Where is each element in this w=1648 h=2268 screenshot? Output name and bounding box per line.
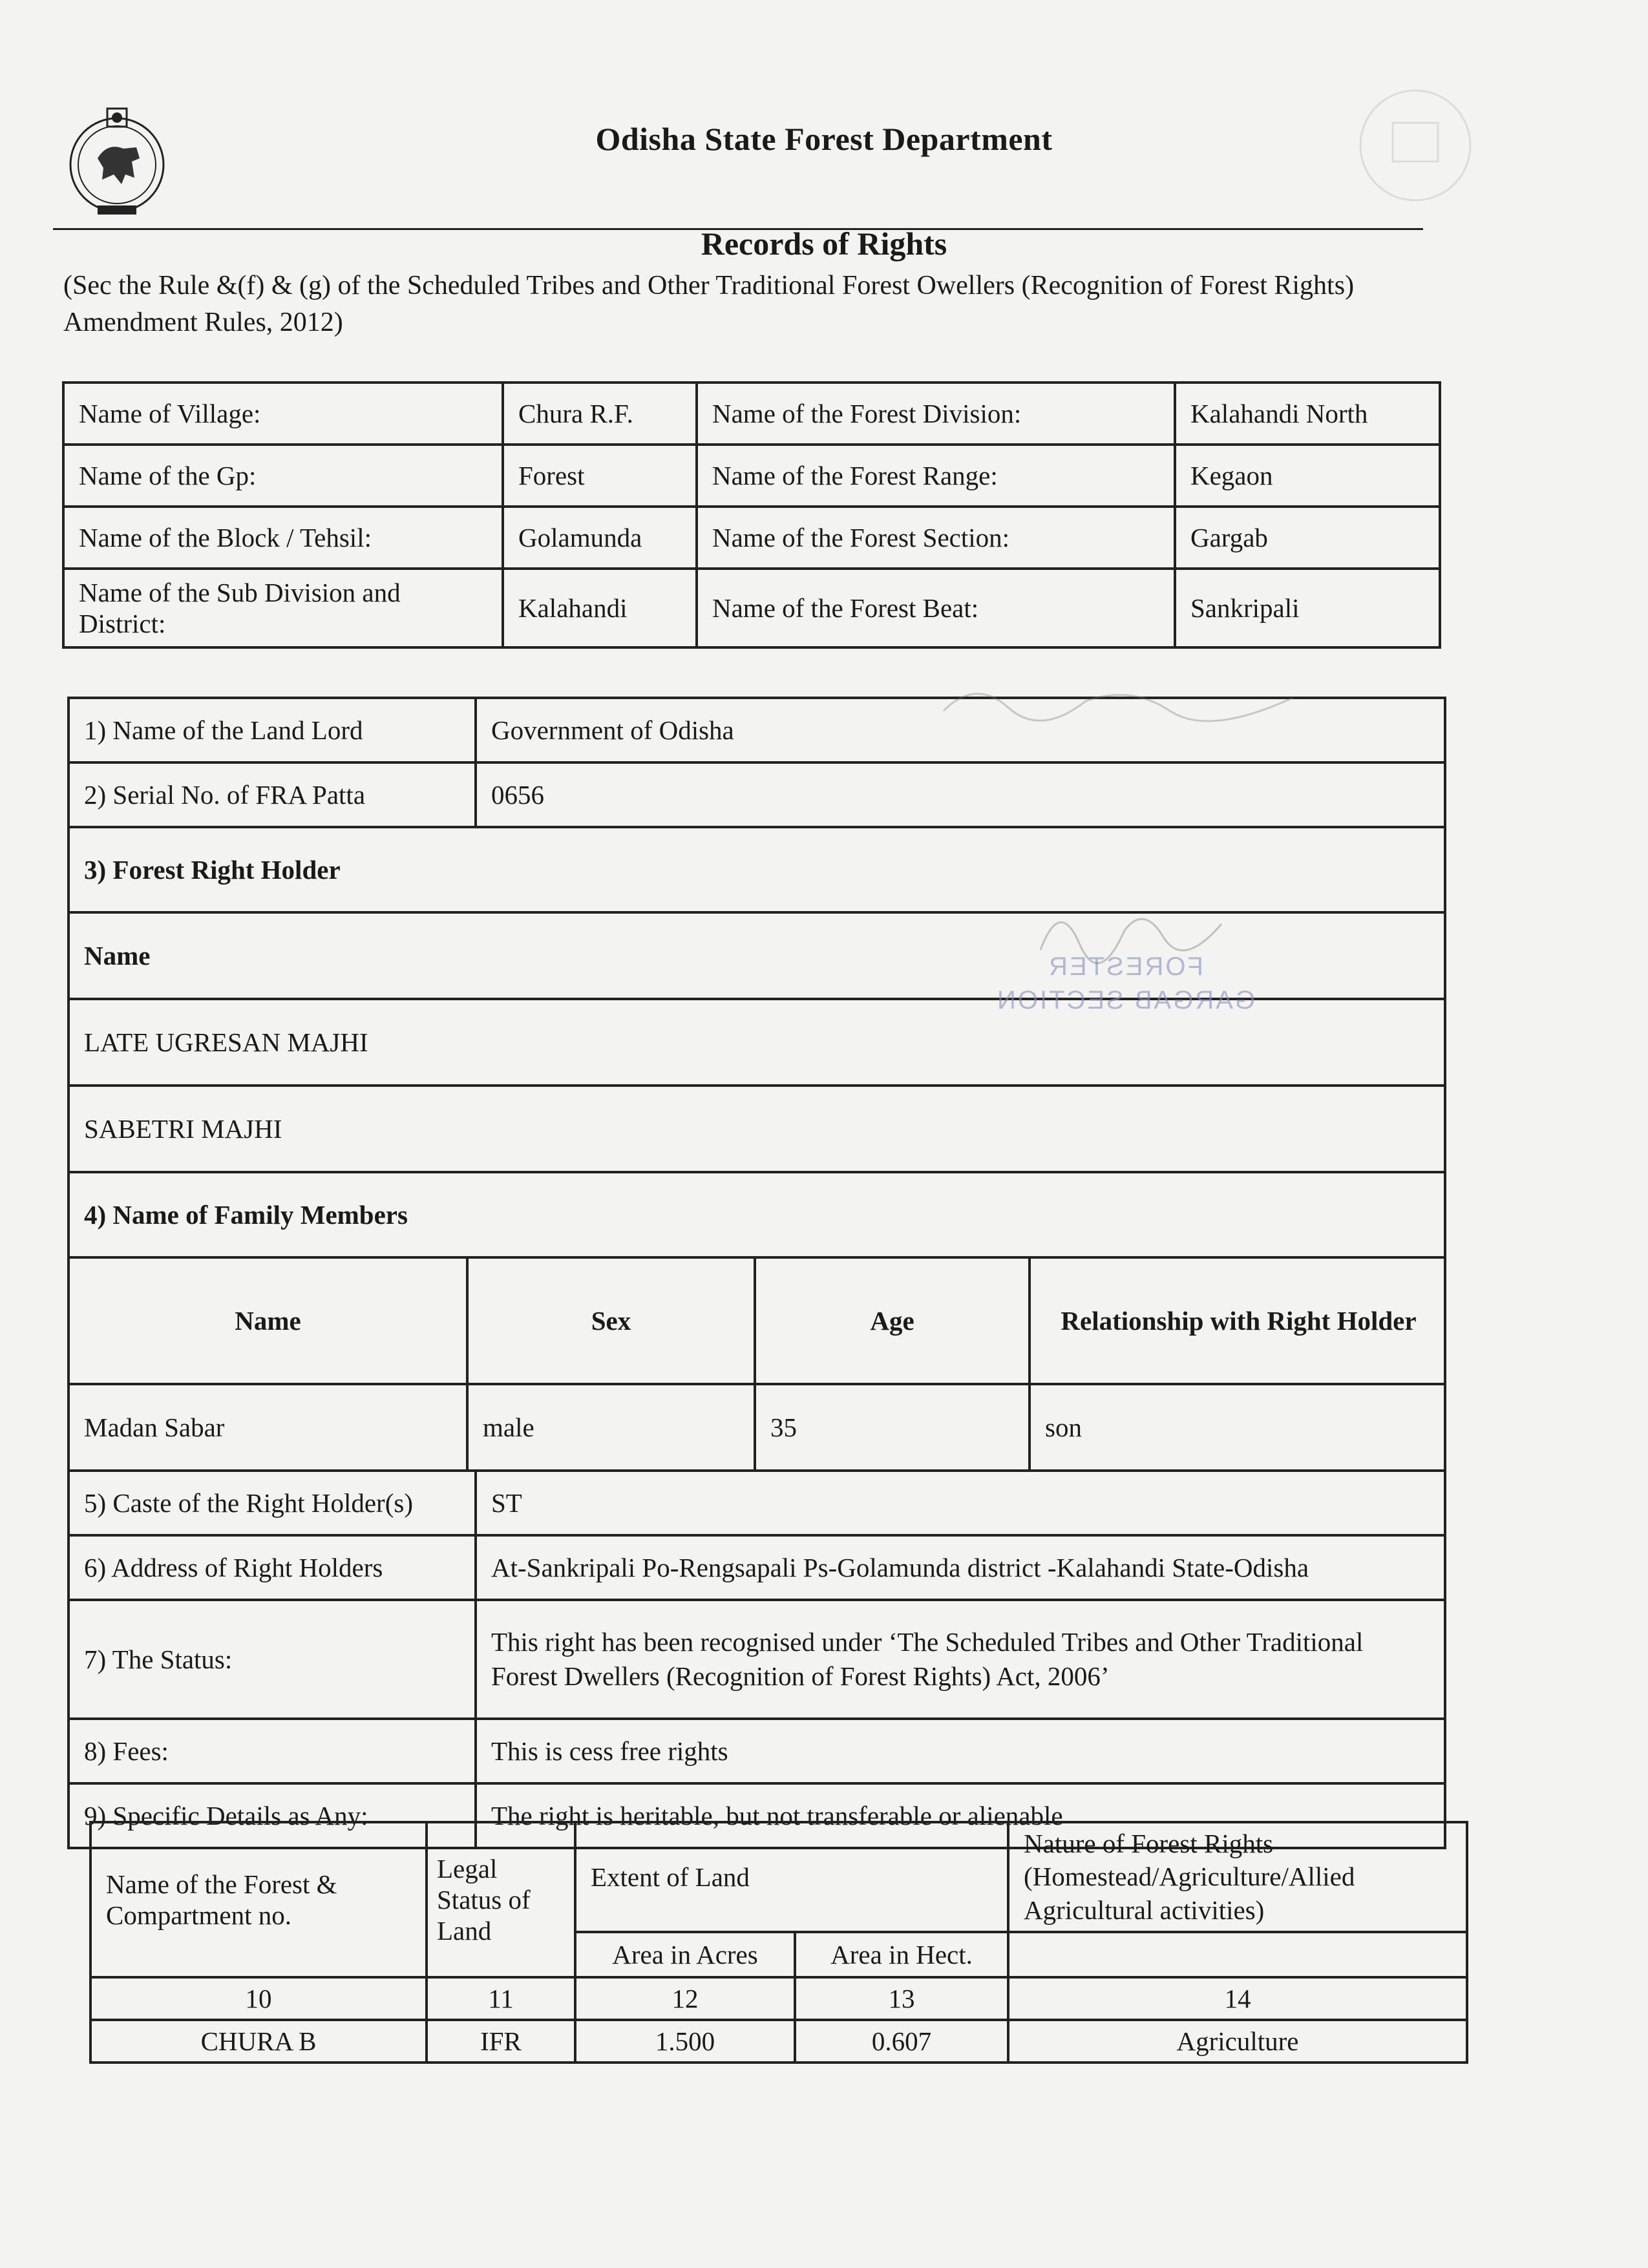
division-value: Kalahandi North xyxy=(1175,383,1440,445)
details-value: The right is heritable, but not transferable or alienable xyxy=(476,1783,1445,1848)
nature-value: Agriculture xyxy=(1008,2020,1467,2063)
area-acres-value: 1.500 xyxy=(575,2020,795,2063)
department-title: Odisha State Forest Department xyxy=(595,121,1053,157)
table-row xyxy=(69,762,1445,827)
block-label: Name of the Block / Tehsil: xyxy=(63,507,503,569)
forest-compartment-header: Name of the Forest & Compartment no. xyxy=(90,1822,427,1977)
family-col-age: Age xyxy=(755,1259,1030,1384)
family-member-name: Madan Sabar xyxy=(70,1384,467,1469)
family-col-relationship: Relationship with Right Holder xyxy=(1030,1259,1446,1384)
stamp-line: GARGAB SECTION xyxy=(995,986,1256,1014)
caste-label: 5) Caste of the Right Holder(s) xyxy=(69,1471,476,1535)
range-value: Kegaon xyxy=(1175,445,1440,507)
family-members-cell xyxy=(69,1257,1445,1471)
status-label: 7) The Status: xyxy=(69,1600,476,1719)
table-row xyxy=(69,1172,1445,1257)
range-label: Name of the Forest Range: xyxy=(697,445,1175,507)
area-acres-header: Area in Acres xyxy=(575,1932,795,1977)
odisha-emblem-icon xyxy=(62,97,172,220)
holder-name: SABETRI MAJHI xyxy=(69,1086,1445,1172)
subdiv-label: Name of the Sub Division and District: xyxy=(63,569,503,647)
holder-name: LATE UGRESAN MAJHI xyxy=(69,999,1445,1086)
village-value: Chura R.F. xyxy=(503,383,697,445)
table-row xyxy=(69,1471,1445,1535)
nature-subheader-empty xyxy=(1008,1932,1467,1977)
caste-value: ST xyxy=(476,1471,1445,1535)
family-member-sex: male xyxy=(467,1384,755,1469)
gp-value: Forest xyxy=(503,445,697,507)
beat-value: Sankripali xyxy=(1175,569,1440,647)
details-label: 9) Specific Details as Any: xyxy=(69,1783,476,1848)
landlord-value: Government of Odisha xyxy=(476,698,1445,762)
gp-label: Name of the Gp: xyxy=(63,445,503,507)
table-row xyxy=(69,1535,1445,1600)
legal-status-header: Legal Status of Land xyxy=(427,1822,575,1977)
table-row xyxy=(69,827,1445,912)
beat-label: Name of the Forest Beat: xyxy=(697,569,1175,647)
signature-mark xyxy=(1034,892,1228,969)
table-row xyxy=(63,383,1440,445)
landlord-label: 1) Name of the Land Lord xyxy=(69,698,476,762)
document-title: Records of Rights xyxy=(701,226,947,262)
division-label: Name of the Forest Division: xyxy=(697,383,1175,445)
table-row xyxy=(90,2020,1467,2063)
fees-label: 8) Fees: xyxy=(69,1719,476,1783)
family-section-heading: 4) Name of Family Members xyxy=(69,1172,1445,1257)
stamp-line: FORESTER xyxy=(1047,952,1203,981)
col-number: 10 xyxy=(90,1977,427,2020)
family-row xyxy=(70,1384,1446,1469)
table-row xyxy=(63,507,1440,569)
family-col-name: Name xyxy=(70,1259,467,1384)
table-row xyxy=(69,1257,1445,1471)
table-row xyxy=(69,1719,1445,1783)
village-label: Name of Village: xyxy=(63,383,503,445)
subdiv-value: Kalahandi xyxy=(503,569,697,647)
legal-status-value: IFR xyxy=(427,2020,575,2063)
serial-label: 2) Serial No. of FRA Patta xyxy=(69,762,476,827)
extent-header: Extent of Land xyxy=(575,1822,1008,1932)
serial-value: 0656 xyxy=(476,762,1445,827)
family-member-relation: son xyxy=(1030,1384,1446,1469)
rule-note: (Sec the Rule &(f) & (g) of the Scheduled Tribes and Other Traditional Forest Owellers (Recognition of Forest Rights) Amendment Rules, 2012) xyxy=(63,271,1355,337)
col-number: 14 xyxy=(1008,1977,1467,2020)
table-row xyxy=(90,1977,1467,2020)
holder-section-heading: 3) Forest Right Holder xyxy=(69,827,1445,912)
fees-value: This is cess free rights xyxy=(476,1719,1445,1783)
family-member-age: 35 xyxy=(755,1384,1030,1469)
family-members-table xyxy=(70,1259,1446,1469)
signature-mark xyxy=(937,672,1299,730)
location-table xyxy=(62,381,1441,649)
table-row xyxy=(63,445,1440,507)
section-label: Name of the Forest Section: xyxy=(697,507,1175,569)
forest-compartment-value: CHURA B xyxy=(90,2020,427,2063)
holder-name-header: Name xyxy=(69,912,1445,999)
area-hect-value: 0.607 xyxy=(795,2020,1008,2063)
col-number: 13 xyxy=(795,1977,1008,2020)
family-header-row xyxy=(70,1259,1446,1384)
block-value: Golamunda xyxy=(503,507,697,569)
table-row xyxy=(69,1600,1445,1719)
address-value: At-Sankripali Po-Rengsapali Ps-Golamunda district -Kalahandi State-Odisha xyxy=(476,1535,1445,1600)
col-number: 11 xyxy=(427,1977,575,2020)
col-number: 12 xyxy=(575,1977,795,2020)
status-value: This right has been recognised under ‘The Scheduled Tribes and Other Traditional Forest Dwellers (Recognition of Forest Rights) Act, 2006’ xyxy=(476,1600,1445,1719)
section-value: Gargab xyxy=(1175,507,1440,569)
table-row xyxy=(90,1822,1467,1932)
address-label: 6) Address of Right Holders xyxy=(69,1535,476,1600)
table-row xyxy=(63,569,1440,647)
land-details-table xyxy=(89,1821,1468,2064)
table-row xyxy=(69,1086,1445,1172)
family-col-sex: Sex xyxy=(467,1259,755,1384)
area-hect-header: Area in Hect. xyxy=(795,1932,1008,1977)
nature-header: Nature of Forest Rights (Homestead/Agriculture/Allied Agricultural activities) xyxy=(1008,1822,1467,1932)
rights-record-table xyxy=(67,697,1446,1849)
